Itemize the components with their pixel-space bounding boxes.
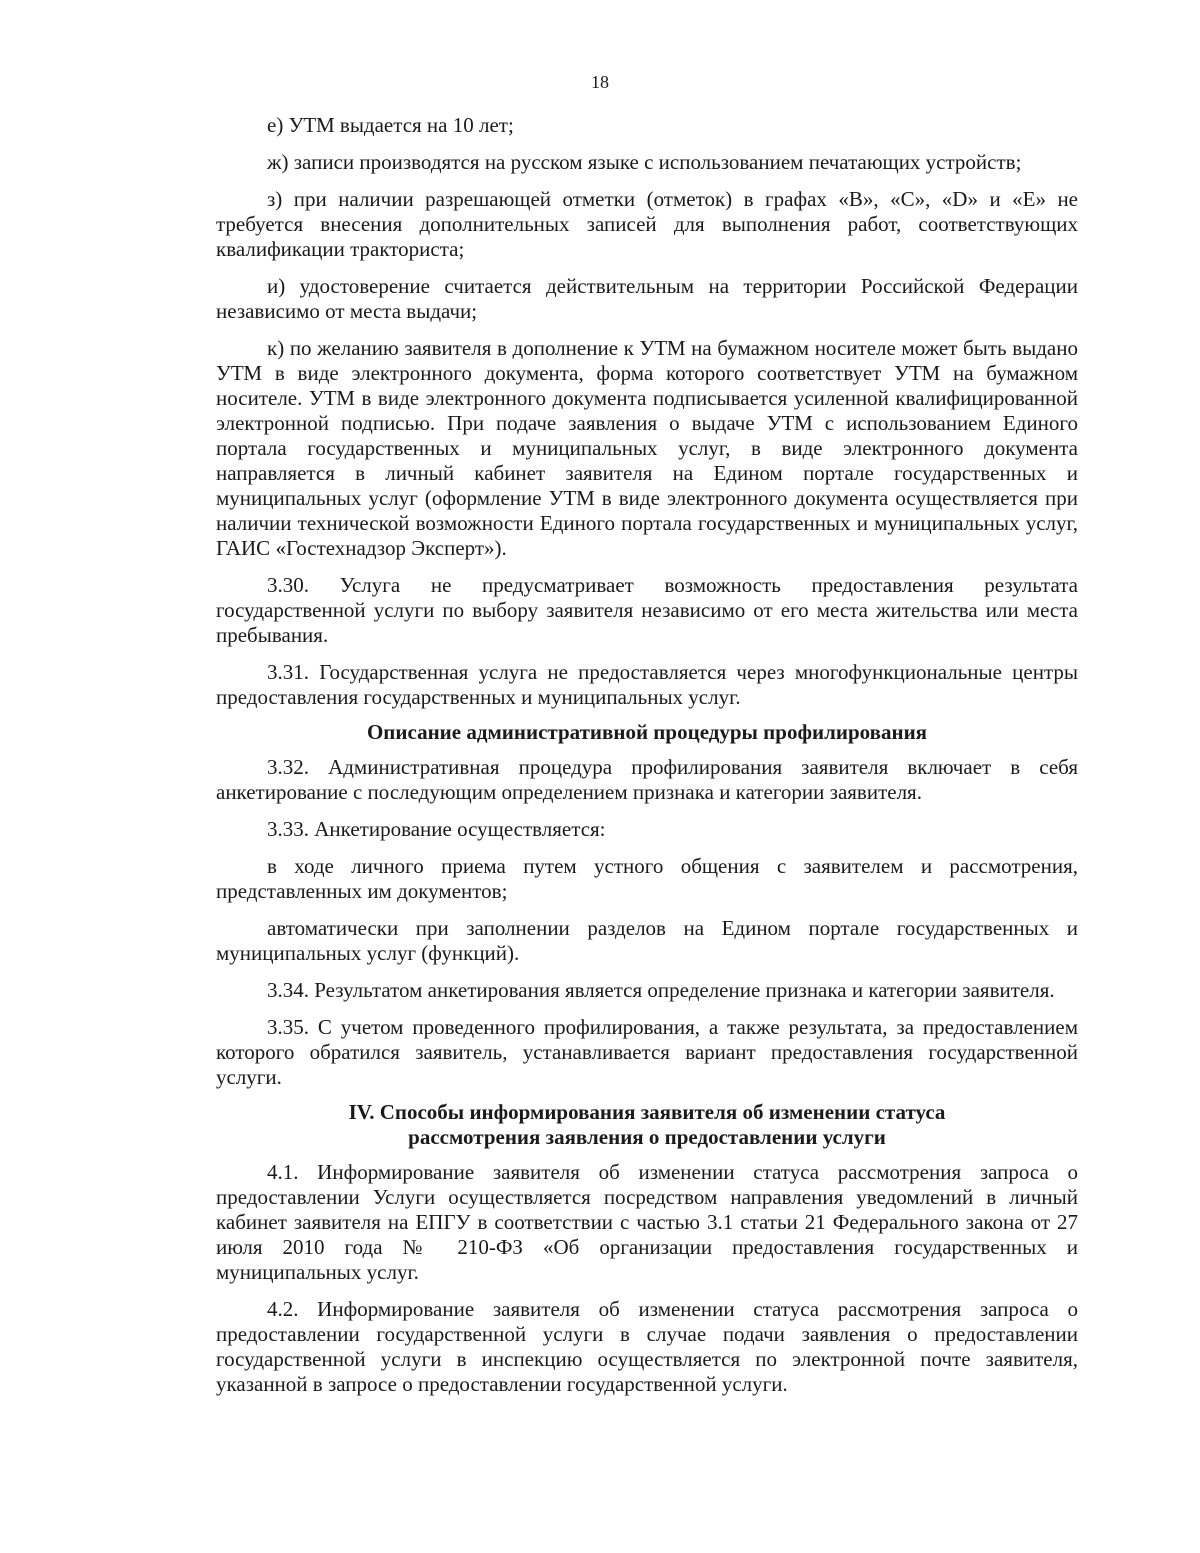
clause-3-30: 3.30. Услуга не предусматривает возможность предоставления результата государственной услуги по выбору заявителя независимо от его места жительства или места пребывания.: [216, 573, 1078, 647]
page-content: [216, 113, 1078, 1409]
section-heading-iv: [216, 1100, 1078, 1150]
clause-3-31: 3.31. Государственная услуга не предоставляется через многофункциональные центры предоставления государственных и муниципальных услуг.: [216, 660, 1078, 709]
clause-3-34: 3.34. Результатом анкетирования является определение признака и категории заявителя.: [267, 978, 1055, 1002]
section-heading-iv-line-2: рассмотрения заявления о предоставлении услуги: [408, 1125, 886, 1149]
list-item-zh: ж) записи производятся на русском языке с использованием печатающих устройств;: [267, 150, 1022, 174]
clause-4-1: 4.1. Информирование заявителя об изменении статуса рассмотрения запроса о предоставлении Услуги осуществляется посредством направления уведомлений в личный кабинет заявителя на ЕПГУ в соответствии с частью 3.1 статьи 21 Федерального закона от 27 июля 2010 года № 210-ФЗ «Об организации предоставления государственных и муниципальных услуг.: [216, 1160, 1078, 1284]
list-item-k: к) по желанию заявителя в дополнение к УТМ на бумажном носителе может быть выдано УТМ в виде электронного документа, форма которого соответствует УТМ на бумажном носителе. УТМ в виде электронного документа подписывается усиленной квалифицированной электронной подписью. При подаче заявления о выдаче УТМ с использованием Единого портала государственных и муниципальных услуг, в виде электронного документа направляется в личный кабинет заявителя на Едином портале государственных и муниципальных услуг (оформление УТМ в виде электронного документа осуществляется при наличии технической возможности Единого портала государственных и муниципальных услуг, ГАИС «Гостехнадзор Эксперт»).: [216, 336, 1078, 560]
clause-3-33-item-1: в ходе личного приема путем устного общения с заявителем и рассмотрения, представленных им документов;: [216, 854, 1078, 903]
page-number: 18: [591, 72, 609, 92]
section-heading-profiling: Описание административной процедуры профилирования: [366, 720, 928, 744]
clause-4-2: 4.2. Информирование заявителя об изменении статуса рассмотрения запроса о предоставлении государственной услуги в случае подачи заявления о предоставлении государственной услуги в инспекцию осуществляется по электронной почте заявителя, указанной в запросе о предоставлении государственной услуги.: [216, 1297, 1078, 1396]
list-item-i: и) удостоверение считается действительным на территории Российской Федерации независимо от места выдачи;: [216, 274, 1078, 323]
clause-3-35: 3.35. С учетом проведенного профилирования, а также результата, за предоставлением которого обратился заявитель, устанавливается вариант предоставления государственной услуги.: [216, 1015, 1078, 1089]
list-item-z: з) при наличии разрешающей отметки (отметок) в графах «B», «C», «D» и «E» не требуется внесения дополнительных записей для выполнения работ, соответствующих квалификации тракториста;: [216, 187, 1078, 261]
section-heading-iv-line-1: IV. Способы информирования заявителя об изменении статуса: [348, 1100, 946, 1124]
clause-3-32: 3.32. Административная процедура профилирования заявителя включает в себя анкетирование с последующим определением признака и категории заявителя.: [216, 755, 1078, 804]
clause-3-33-item-2: автоматически при заполнении разделов на Едином портале государственных и муниципальных услуг (функций).: [216, 916, 1078, 965]
list-item-e: е) УТМ выдается на 10 лет;: [267, 113, 514, 137]
clause-3-33: 3.33. Анкетирование осуществляется:: [267, 817, 606, 841]
